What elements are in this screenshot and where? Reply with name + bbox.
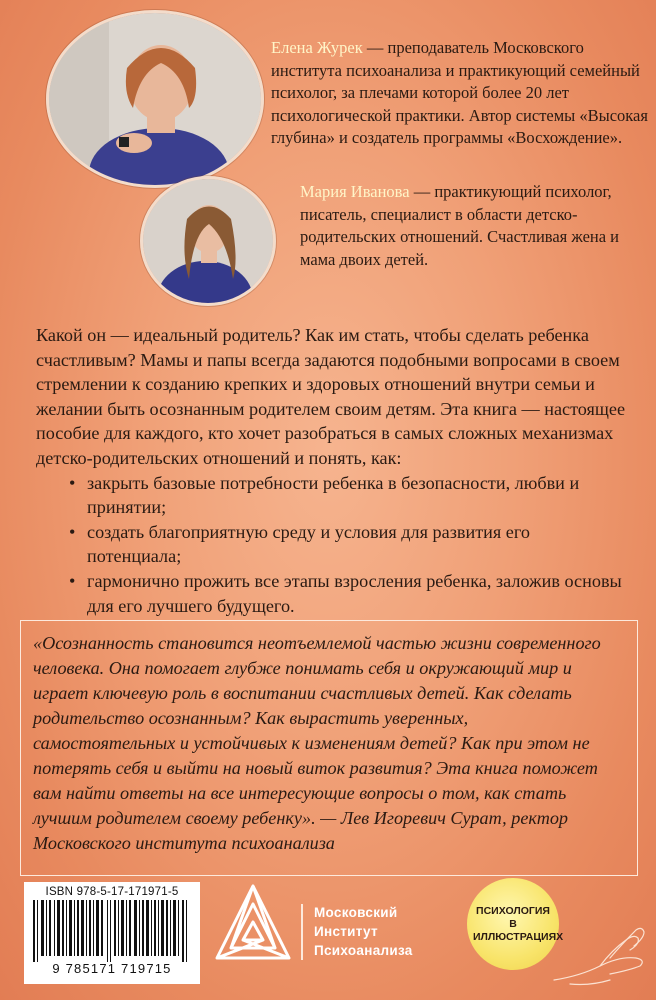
- publisher-line: Институт: [314, 924, 378, 939]
- logo-divider: [301, 904, 303, 960]
- book-description: [36, 323, 626, 618]
- barcode-icon: [29, 900, 195, 962]
- author-bio-elena: [271, 37, 651, 150]
- author-bio-text: — практикующий психолог, писатель, специалист в области детско-родительских отношений. Счастливая жена и мама двоих детей.: [300, 182, 620, 269]
- list-item: • закрыть базовые потребности ребенка в безопасности, любви и принятии;: [59, 471, 626, 520]
- author-name: Мария Иванова: [300, 182, 410, 201]
- isbn-label: ISBN 978-5-17-171971-5: [45, 886, 179, 898]
- publisher-line: Психоанализа: [314, 943, 413, 958]
- barcode-block: [24, 882, 200, 984]
- author-photo-maria: [140, 176, 276, 306]
- series-badge: [467, 878, 564, 970]
- series-label: [473, 904, 564, 944]
- hand-sketch-icon: [550, 900, 650, 990]
- publisher-logo-icon: [213, 882, 293, 966]
- author-name: Елена Журек: [271, 38, 363, 57]
- series-line: В ИЛЛЮСТРАЦИЯХ: [473, 917, 564, 943]
- author-photo-elena: [46, 10, 264, 188]
- author-bio-maria: [300, 181, 640, 271]
- publisher-name: [314, 903, 464, 960]
- publisher-line: Московский: [314, 905, 398, 920]
- list-item: • создать благоприятную среду и условия для развития его потенциала;: [59, 520, 626, 569]
- list-item: • гармонично прожить все этапы взросления ребенка, заложив основы для его лучшего будущего.: [59, 569, 626, 618]
- endorsement-quote: «Осознанность становится неотъемлемой частью жизни современного человека. Она помогает глубже понимать себя и окружающий мир и играет ключевую роль в воспитании счастливых детей. Как сделать родительство осознанным? Как вырастить уверенных, самостоятельных и устойчивых к изменениям детей? Как при этом не потерять себя и выйти на новый виток развития? Эта книга поможет вам найти ответы на все интересующие вопросы о том, как стать лучшим родителем своему ребенку». — Лев Игоревич Сурат, ректор Московского института психоанализа: [33, 633, 601, 853]
- barcode-digits: 9 785171 719715: [52, 961, 172, 976]
- series-line: ПСИХОЛОГИЯ: [476, 904, 550, 917]
- author-bio-text: — преподаватель Московского института психоанализа и практикующий семейный психолог, за плечами которой более 20 лет психологической практики. Автор системы «Высокая глубина» и создатель программы «Восхождение».: [271, 38, 648, 147]
- description-intro: Какой он — идеальный родитель? Как им стать, чтобы сделать ребенка счастливым? Мамы и папы всегда задаются подобными вопросами в своем стремлении к созданию крепких и здоровых отношений внутри семьи и желании быть осознанным родителем своим детям. Эта книга — настоящее пособие для каждого, кто хочет разобраться в самых сложных механизмах детско-родительских отношений и понять, как:: [36, 325, 626, 468]
- description-bullets: [36, 471, 626, 619]
